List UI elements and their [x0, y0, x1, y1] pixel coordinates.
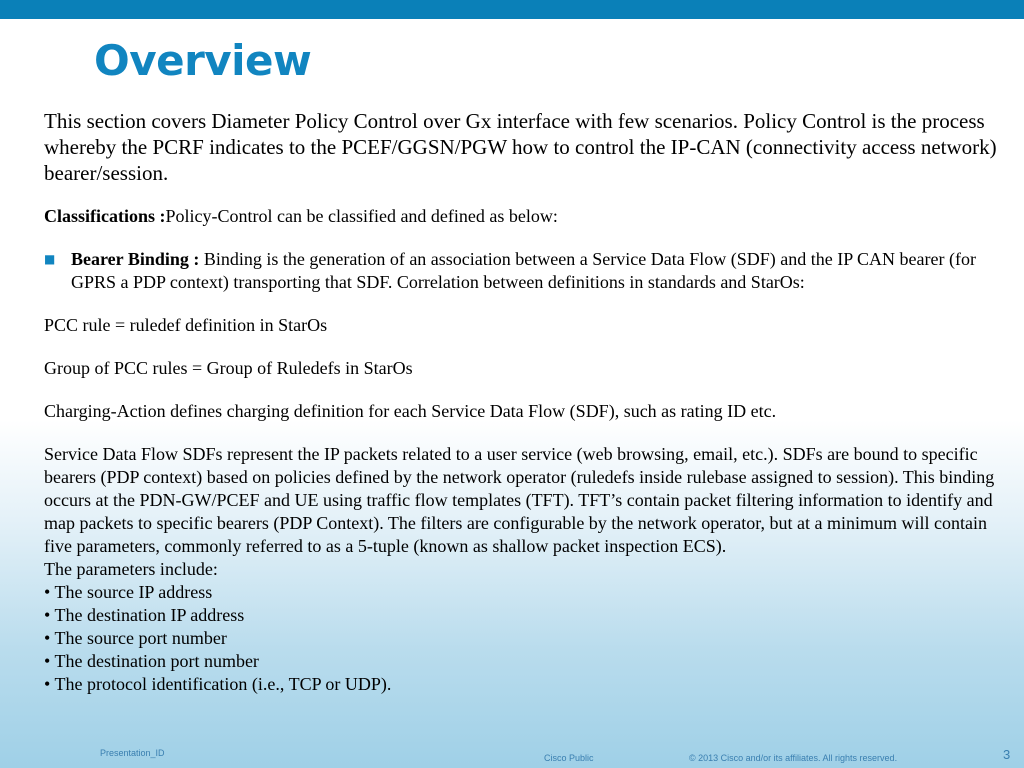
classifications-label: Classifications :	[44, 206, 166, 226]
params-intro: The parameters include:	[44, 559, 218, 579]
bearer-binding-bullet	[44, 248, 1004, 294]
slide-content	[44, 108, 1004, 696]
intro-paragraph: This section covers Diameter Policy Control over Gx interface with few scenarios. Policy Control is the process whereby the PCRF indicates to the PCEF/GGSN/PGW how to control the IP-CAN (connectivity access network) bearer/session.	[44, 109, 997, 185]
slide-title: Overview	[94, 36, 312, 85]
group-pcc-line: Group of PCC rules = Group of Ruledefs in StarOs	[44, 358, 413, 378]
top-accent-bar	[0, 0, 1024, 19]
footer-presentation-id: Presentation_ID	[100, 748, 165, 758]
list-item: • The destination IP address	[44, 605, 245, 625]
list-item: • The destination port number	[44, 651, 259, 671]
sdf-description: Service Data Flow SDFs represent the IP packets related to a user service (web browsing, email, etc.). SDFs are bound to specific bearers (PDP context) based on policies defined by the network operator (ruledefs inside rulebase assigned to session). This binding occurs at the PDN-GW/PCEF and UE using traffic flow templates (TFT). TFT’s contain packet filtering information to identify and map packets to specific bearers (PDP Context). The filters are configurable by the network operator, but at a minimum will contain five parameters, commonly referred to as a 5-tuple (known as shallow packet inspection ECS).	[44, 444, 995, 556]
pcc-rule-line: PCC rule = ruledef definition in StarOs	[44, 315, 328, 335]
charging-action-line: Charging-Action defines charging definition for each Service Data Flow (SDF), such as rating ID etc.	[44, 401, 777, 421]
square-bullet-icon: ■	[44, 252, 56, 266]
params-list	[44, 581, 1004, 696]
footer-copyright: © 2013 Cisco and/or its affiliates. All rights reserved.	[689, 753, 898, 763]
classifications-paragraph	[44, 205, 1004, 228]
bearer-binding-label: Bearer Binding :	[71, 249, 200, 269]
page-number: 3	[1003, 747, 1011, 762]
list-item: • The source port number	[44, 628, 227, 648]
bearer-binding-description: Binding is the generation of an association between a Service Data Flow (SDF) and the IP CAN bearer (for GPRS a PDP context) transporting that SDF. Correlation between definitions in standards and StarOs:	[71, 249, 976, 292]
list-item: • The source IP address	[44, 582, 213, 602]
bearer-binding-text	[71, 248, 1004, 294]
classifications-text: Policy-Control can be classified and defined as below:	[165, 206, 558, 226]
footer-classification: Cisco Public	[544, 753, 594, 763]
list-item: • The protocol identification (i.e., TCP or UDP).	[44, 674, 392, 694]
